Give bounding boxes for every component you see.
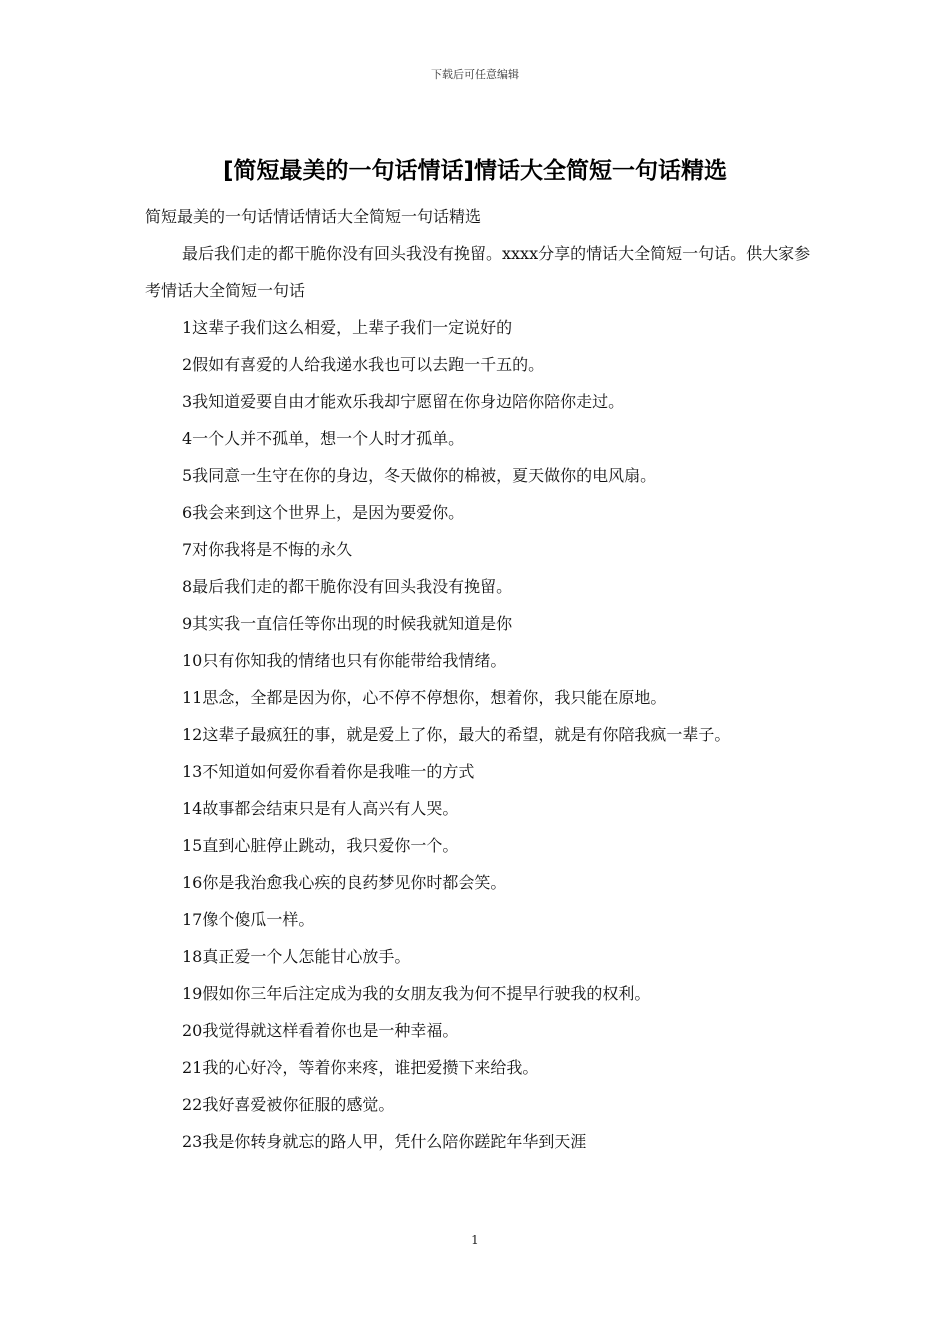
list-item: 6我会来到这个世界上，是因为要爱你。 (182, 503, 465, 522)
list-item: 4一个人并不孤单，想一个人时才孤单。 (182, 429, 465, 448)
intro-paragraph: 最后我们走的都干脆你没有回头我没有挽留。xxxx分享的情话大全简短一句话。供大家参考情话大全简短一句话 (145, 244, 811, 300)
list-item: 18真正爱一个人怎能甘心放手。 (182, 947, 411, 966)
header-note: 下载后可任意编辑 (431, 68, 519, 81)
list-item: 22我好喜爱被你征服的感觉。 (182, 1095, 395, 1114)
document-body (145, 198, 813, 1160)
document-subtitle: 简短最美的一句话情话情话大全简短一句话精选 (145, 207, 482, 226)
list-item: 14故事都会结束只是有人高兴有人哭。 (182, 799, 459, 818)
list-item: 9其实我一直信任等你出现的时候我就知道是你 (182, 614, 513, 633)
document-title: [简短最美的一句话情话]情话大全简短一句话精选 (222, 158, 728, 184)
page-number: 1 (471, 1233, 479, 1247)
list-item: 2假如有喜爱的人给我递水我也可以去跑一千五的。 (182, 355, 545, 374)
list-item: 3我知道爱要自由才能欢乐我却宁愿留在你身边陪你陪你走过。 (182, 392, 625, 411)
list-item: 13不知道如何爱你看着你是我唯一的方式 (182, 762, 475, 781)
list-item: 7对你我将是不悔的永久 (182, 540, 353, 559)
list-item: 11思念，全都是因为你，心不停不停想你，想着你，我只能在原地。 (182, 688, 667, 707)
list-item: 19假如你三年后注定成为我的女朋友我为何不提早行驶我的权利。 (182, 984, 651, 1003)
list-item: 17像个傻瓜一样。 (182, 910, 315, 929)
list-item: 15直到心脏停止跳动，我只爱你一个。 (182, 836, 459, 855)
list-item: 23我是你转身就忘的路人甲，凭什么陪你蹉跎年华到天涯 (182, 1132, 587, 1151)
list-item: 12这辈子最疯狂的事，就是爱上了你，最大的希望，就是有你陪我疯一辈子。 (182, 725, 731, 744)
list-item: 16你是我治愈我心疾的良药梦见你时都会笑。 (182, 873, 507, 892)
list-item: 5我同意一生守在你的身边，冬天做你的棉被，夏天做你的电风扇。 (182, 466, 657, 485)
list-item: 1这辈子我们这么相爱，上辈子我们一定说好的 (182, 318, 513, 337)
list-item: 8最后我们走的都干脆你没有回头我没有挽留。 (182, 577, 513, 596)
list-item: 20我觉得就这样看着你也是一种幸福。 (182, 1021, 459, 1040)
list-item: 21我的心好冷，等着你来疼，谁把爱攒下来给我。 (182, 1058, 539, 1077)
list-item: 10只有你知我的情绪也只有你能带给我情绪。 (182, 651, 507, 670)
